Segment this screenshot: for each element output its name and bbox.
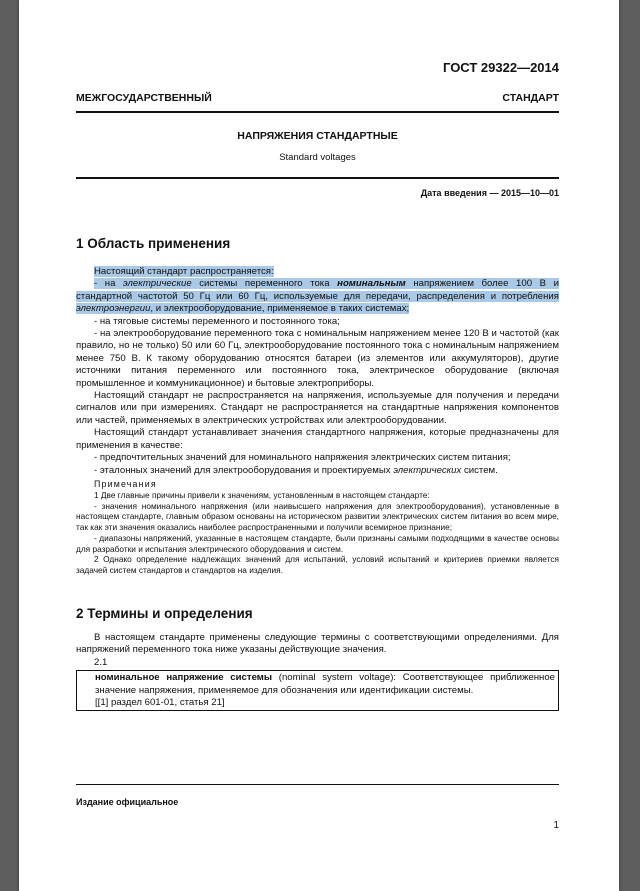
term-reference: [[1] раздел 601-01, статья 21] bbox=[95, 697, 225, 709]
gost-number: ГОСТ 29322—2014 bbox=[443, 60, 559, 75]
note: 2 Однако определение надлежащих значений для испытаний, условий испытаний и критериев приемки является задачей систем стандартов и стандартов на изделия. bbox=[76, 554, 559, 576]
introduction-date: Дата введения — 2015—10—01 bbox=[420, 188, 559, 198]
selected-text[interactable]: - на электрические системы переменного тока номинальным напряжением более 100 В и стандартной частотой 50 Гц или 60 Гц, используемые для передачи, распределения и потребления электроэнергии, и электрооборудование, применяемое в таких системах; bbox=[76, 278, 559, 315]
section-1-heading: 1 Область применения bbox=[76, 236, 231, 251]
document-title: НАПРЯЖЕНИЯ СТАНДАРТНЫЕ bbox=[237, 130, 398, 142]
section-1-body bbox=[76, 266, 559, 576]
section-2-heading: 2 Термины и определения bbox=[76, 606, 253, 621]
paragraph[interactable] bbox=[76, 266, 559, 278]
note: - значения номинального напряжения (или наивысшего напряжения для электрооборудования), установленные в настоящем стандарте, главным образом основаны на историческом развитии электрических систем питания во всем мире, так как эти значения оказались наиболее распространенными и получили всемирное признание; bbox=[76, 500, 559, 533]
paragraph: Настоящий стандарт не распространяется на напряжения, используемые для получения и передачи сигналов или при измерениях. Стандарт не распространяется на стандартные напряжения компонентов или частей, применяемых в электрических устройствах или электрооборудовании. bbox=[76, 390, 559, 426]
paragraph[interactable] bbox=[76, 278, 559, 315]
page-number: 1 bbox=[553, 820, 559, 831]
footer-rule bbox=[76, 784, 559, 785]
section-2-body bbox=[76, 632, 559, 711]
notes-title: Примечания bbox=[94, 478, 157, 489]
term-number: 2.1 bbox=[94, 656, 108, 668]
note: - диапазоны напряжений, указанные в настоящем стандарте, были признаны самыми подходящими в качестве основы для разработки и испытания электрического оборудования и систем. bbox=[76, 532, 559, 554]
title-rule bbox=[76, 177, 559, 179]
paragraph: - предпочтительных значений для номинального напряжения электрических систем питания; bbox=[94, 452, 511, 464]
paragraph: В настоящем стандарте применены следующие термины с соответствующими определениями. Для напряжений переменного тока ниже указаны действующие значения. bbox=[76, 632, 559, 656]
edition-label: Издание официальное bbox=[76, 797, 179, 807]
paragraph: Настоящий стандарт устанавливает значения стандартного напряжения, которые предназначены для применения в качестве: bbox=[76, 427, 559, 451]
selected-text[interactable]: Настоящий стандарт распространяется: bbox=[94, 266, 274, 277]
term-name: номинальное напряжение системы bbox=[95, 672, 273, 684]
standard-type: МЕЖГОСУДАРСТВЕННЫЙ СТАНДАРТ bbox=[76, 92, 559, 104]
paragraph: - эталонных значений для электрооборудования и проектируемых электрических систем. bbox=[94, 464, 498, 476]
document-subtitle: Standard voltages bbox=[279, 152, 356, 163]
notes bbox=[76, 479, 559, 576]
term-definition-box bbox=[76, 670, 559, 711]
paragraph: - на электрооборудование переменного тока с номинальным напряжением менее 120 В и частотой (как правило, но не только) 50 или 60 Гц, электрооборудование постоянного тока с номинальным напряжением менее 750 В. К такому оборудованию относятся батареи (из элементов или аккумуляторов), другие источники питания переменного или постоянного тока, электрическое оборудование (включая промышленное и коммуникационное) и бытовые электроприборы. bbox=[76, 328, 559, 389]
paragraph: - на тяговые системы переменного и постоянного тока; bbox=[94, 315, 340, 327]
note: 1 Две главные причины привели к значениям, установленным в настоящем стандарте: bbox=[94, 489, 430, 500]
term-definition: номинальное напряжение системы (nominal system voltage): Соответствующее приближенное значение напряжения, применяемое для обозначения или идентификации системы. bbox=[95, 672, 555, 696]
top-rule bbox=[76, 111, 559, 113]
document-page bbox=[19, 0, 619, 891]
